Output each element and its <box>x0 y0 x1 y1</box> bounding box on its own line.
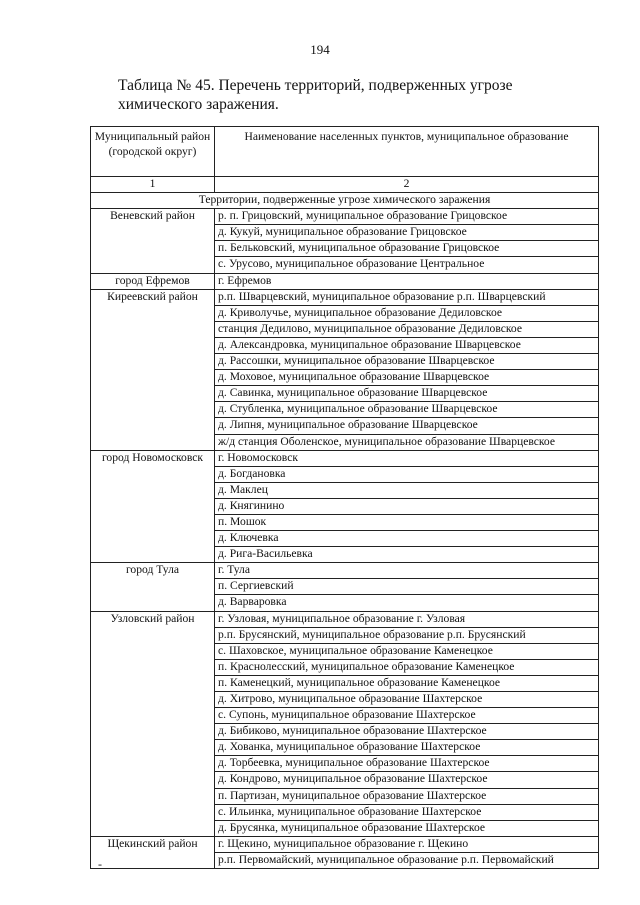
district-cell <box>91 482 215 498</box>
settlement-cell: п. Мошок <box>215 514 599 530</box>
section-title: Территории, подверженные угрозе химического заражения <box>91 193 599 209</box>
district-cell <box>91 595 215 611</box>
district-cell <box>91 579 215 595</box>
header-settlements: Наименование населенных пунктов, муниципальное образование <box>215 127 599 177</box>
table-row <box>91 804 599 820</box>
settlement-cell: г. Щекино, муниципальное образование г. Щекино <box>215 836 599 852</box>
table-row <box>91 675 599 691</box>
district-cell <box>91 305 215 321</box>
district-cell <box>91 466 215 482</box>
settlement-cell: д. Криволучье, муниципальное образование Дедиловское <box>215 305 599 321</box>
district-name: Узловский район <box>91 611 215 627</box>
district-cell <box>91 498 215 514</box>
district-cell <box>91 321 215 337</box>
table-row <box>91 659 599 675</box>
table-row <box>91 611 599 627</box>
district-cell <box>91 241 215 257</box>
table-row <box>91 209 599 225</box>
table-row <box>91 692 599 708</box>
settlement-cell: р. п. Грицовский, муниципальное образование Грицовское <box>215 209 599 225</box>
district-cell <box>91 627 215 643</box>
table-body <box>91 209 599 869</box>
district-cell <box>91 804 215 820</box>
settlement-cell: д. Варваровка <box>215 595 599 611</box>
table-row <box>91 852 599 868</box>
settlement-cell: п. Бельковский, муниципальное образование Грицовское <box>215 241 599 257</box>
table-row <box>91 386 599 402</box>
table-row <box>91 595 599 611</box>
district-cell <box>91 772 215 788</box>
table-row <box>91 402 599 418</box>
district-cell <box>91 257 215 273</box>
settlement-cell: г. Ефремов <box>215 273 599 289</box>
table-row <box>91 740 599 756</box>
settlement-cell: д. Хованка, муниципальное образование Шахтерское <box>215 740 599 756</box>
table-row <box>91 289 599 305</box>
settlement-cell: р.п. Шварцевский, муниципальное образование р.п. Шварцевский <box>215 289 599 305</box>
table-row <box>91 450 599 466</box>
district-cell <box>91 434 215 450</box>
district-name: Киреевский район <box>91 289 215 305</box>
district-cell <box>91 643 215 659</box>
district-cell <box>91 659 215 675</box>
settlement-cell: р.п. Первомайский, муниципальное образование р.п. Первомайский <box>215 852 599 868</box>
table-row <box>91 708 599 724</box>
header-district: Муниципальный район (городской округ) <box>91 127 215 177</box>
table-title: Таблица № 45. Перечень территорий, подверженных угрозе химического заражения. <box>118 77 513 113</box>
district-cell <box>91 386 215 402</box>
district-cell <box>91 724 215 740</box>
table-row <box>91 434 599 450</box>
settlement-cell: д. Кукуй, муниципальное образование Грицовское <box>215 225 599 241</box>
settlement-cell: д. Моховое, муниципальное образование Шварцевское <box>215 370 599 386</box>
table-row <box>91 498 599 514</box>
settlement-cell: д. Савинка, муниципальное образование Шварцевское <box>215 386 599 402</box>
table-row <box>91 547 599 563</box>
settlement-cell: д. Княгинино <box>215 498 599 514</box>
page-number: 194 <box>310 42 330 57</box>
district-cell <box>91 354 215 370</box>
district-name: Веневский район <box>91 209 215 225</box>
table-row <box>91 820 599 836</box>
table-row <box>91 337 599 353</box>
settlement-cell: п. Партизан, муниципальное образование Шахтерское <box>215 788 599 804</box>
table-row <box>91 466 599 482</box>
table-row <box>91 418 599 434</box>
table-row <box>91 241 599 257</box>
district-cell <box>91 788 215 804</box>
district-cell <box>91 531 215 547</box>
settlement-cell: с. Шаховское, муниципальное образование Каменецкое <box>215 643 599 659</box>
column-number-1: 1 <box>91 177 215 193</box>
settlement-cell: г. Новомосковск <box>215 450 599 466</box>
settlement-cell: п. Краснолесский, муниципальное образование Каменецкое <box>215 659 599 675</box>
table-row <box>91 756 599 772</box>
table-row <box>91 257 599 273</box>
settlement-cell: д. Торбеевка, муниципальное образование Шахтерское <box>215 756 599 772</box>
settlement-cell: д. Ключевка <box>215 531 599 547</box>
table-row <box>91 370 599 386</box>
header-row <box>91 127 599 177</box>
settlement-cell: д. Богдановка <box>215 466 599 482</box>
table-row <box>91 514 599 530</box>
settlement-cell: с. Ильинка, муниципальное образование Шахтерское <box>215 804 599 820</box>
table-row <box>91 579 599 595</box>
table-row <box>91 563 599 579</box>
district-name: город Тула <box>91 563 215 579</box>
settlement-cell: п. Каменецкий, муниципальное образование Каменецкое <box>215 675 599 691</box>
table-row <box>91 321 599 337</box>
district-cell <box>91 337 215 353</box>
settlement-cell: д. Брусянка, муниципальное образование Шахтерское <box>215 820 599 836</box>
settlement-cell: станция Дедилово, муниципальное образование Дедиловское <box>215 321 599 337</box>
table-row <box>91 273 599 289</box>
district-cell <box>91 225 215 241</box>
territories-table-container <box>90 126 598 869</box>
district-cell <box>91 852 215 868</box>
section-row <box>91 193 599 209</box>
settlement-cell: г. Тула <box>215 563 599 579</box>
column-number-row <box>91 177 599 193</box>
district-name: город Новомосковск <box>91 450 215 466</box>
district-cell <box>91 708 215 724</box>
district-cell <box>91 418 215 434</box>
settlement-cell: д. Маклец <box>215 482 599 498</box>
district-cell <box>91 675 215 691</box>
district-cell <box>91 740 215 756</box>
settlement-cell: д. Рассошки, муниципальное образование Шварцевское <box>215 354 599 370</box>
district-cell <box>91 820 215 836</box>
table-row <box>91 627 599 643</box>
table-row <box>91 482 599 498</box>
settlement-cell: д. Александровка, муниципальное образование Шварцевское <box>215 337 599 353</box>
settlement-cell: д. Бибиково, муниципальное образование Шахтерское <box>215 724 599 740</box>
settlement-cell: р.п. Брусянский, муниципальное образование р.п. Брусянский <box>215 627 599 643</box>
table-row <box>91 836 599 852</box>
settlement-cell: д. Кондрово, муниципальное образование Шахтерское <box>215 772 599 788</box>
district-name: город Ефремов <box>91 273 215 289</box>
district-cell <box>91 756 215 772</box>
column-number-2: 2 <box>215 177 599 193</box>
settlement-cell: ж/д станция Оболенское, муниципальное образование Шварцевское <box>215 434 599 450</box>
settlement-cell: д. Рига-Васильевка <box>215 547 599 563</box>
settlement-cell: п. Сергиевский <box>215 579 599 595</box>
table-row <box>91 788 599 804</box>
district-name: Щекинский район <box>91 836 215 852</box>
settlement-cell: д. Хитрово, муниципальное образование Шахтерское <box>215 692 599 708</box>
table-row <box>91 724 599 740</box>
district-cell <box>91 514 215 530</box>
district-cell <box>91 692 215 708</box>
settlement-cell: г. Узловая, муниципальное образование г. Узловая <box>215 611 599 627</box>
table-row <box>91 354 599 370</box>
district-cell <box>91 370 215 386</box>
table-row <box>91 772 599 788</box>
footer-mark: - <box>98 857 102 871</box>
territories-table <box>90 126 599 869</box>
settlement-cell: д. Липня, муниципальное образование Шварцевское <box>215 418 599 434</box>
settlement-cell: с. Супонь, муниципальное образование Шахтерское <box>215 708 599 724</box>
table-row <box>91 305 599 321</box>
table-row <box>91 531 599 547</box>
settlement-cell: д. Стубленка, муниципальное образование Шварцевское <box>215 402 599 418</box>
table-row <box>91 225 599 241</box>
table-row <box>91 643 599 659</box>
district-cell <box>91 402 215 418</box>
district-cell <box>91 547 215 563</box>
settlement-cell: с. Урусово, муниципальное образование Центральное <box>215 257 599 273</box>
